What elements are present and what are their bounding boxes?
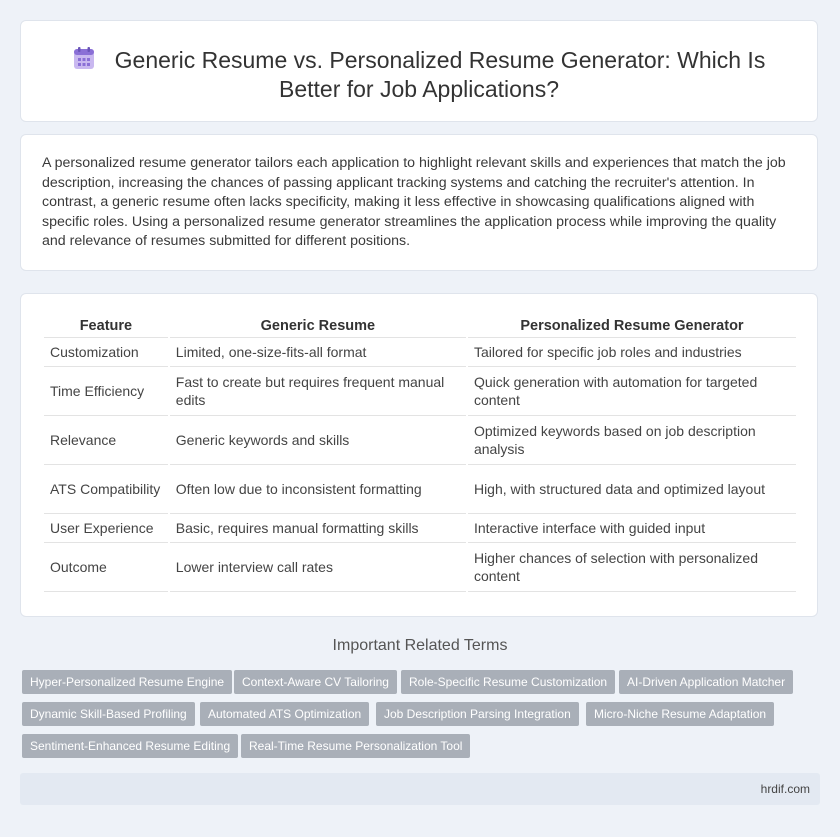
footer — [20, 773, 820, 805]
title-card — [20, 20, 818, 122]
related-terms-title: Important Related Terms — [332, 637, 508, 654]
generic-cell: Basic, requires manual formatting skills — [170, 514, 466, 543]
table-row — [44, 416, 796, 465]
header-generic: Generic Resume — [170, 314, 466, 338]
related-term-tag[interactable]: Sentiment-Enhanced Resume Editing — [22, 734, 238, 758]
feature-cell: Customization — [44, 338, 168, 367]
related-term-tag[interactable]: Context-Aware CV Tailoring — [234, 670, 397, 694]
personalized-cell: Tailored for specific job roles and industries — [468, 338, 796, 367]
personalized-cell: Interactive interface with guided input — [468, 514, 796, 543]
feature-cell: ATS Compatibility — [44, 465, 168, 514]
page-title — [21, 46, 817, 104]
header-feature: Feature — [44, 314, 168, 338]
footer-site[interactable]: hrdif.com — [760, 782, 810, 796]
generic-cell: Lower interview call rates — [170, 543, 466, 592]
personalized-cell: High, with structured data and optimized layout — [468, 465, 796, 514]
table-row — [44, 338, 796, 367]
feature-cell: Outcome — [44, 543, 168, 592]
table-row — [44, 514, 796, 543]
comparison-table — [42, 314, 798, 592]
related-term-tag[interactable]: Hyper-Personalized Resume Engine — [22, 670, 232, 694]
comparison-card — [20, 293, 818, 617]
related-term-tag[interactable]: Automated ATS Optimization — [200, 702, 369, 726]
table-row — [44, 465, 796, 514]
generic-cell: Fast to create but requires frequent manual edits — [170, 367, 466, 416]
intro-card — [20, 134, 818, 271]
table-row — [44, 543, 796, 592]
personalized-cell: Optimized keywords based on job description analysis — [468, 416, 796, 465]
feature-cell: User Experience — [44, 514, 168, 543]
related-term-tag[interactable]: Real-Time Resume Personalization Tool — [241, 734, 470, 758]
generic-cell: Limited, one-size-fits-all format — [170, 338, 466, 367]
personalized-cell: Quick generation with automation for targeted content — [468, 367, 796, 416]
header-personalized: Personalized Resume Generator — [468, 314, 796, 338]
related-term-tag[interactable]: Job Description Parsing Integration — [376, 702, 579, 726]
document-icon — [73, 46, 95, 70]
related-term-tag[interactable]: Dynamic Skill-Based Profiling — [22, 702, 195, 726]
feature-cell: Relevance — [44, 416, 168, 465]
table-row — [44, 367, 796, 416]
related-term-tag[interactable]: Role-Specific Resume Customization — [401, 670, 615, 694]
related-term-tag[interactable]: AI-Driven Application Matcher — [619, 670, 793, 694]
related-term-tag[interactable]: Micro-Niche Resume Adaptation — [586, 702, 774, 726]
table-header-row — [44, 314, 796, 338]
feature-cell: Time Efficiency — [44, 367, 168, 416]
personalized-cell: Higher chances of selection with personalized content — [468, 543, 796, 592]
page-title-text: Generic Resume vs. Personalized Resume Generator: Which Is Better for Job Applications? — [114, 47, 766, 102]
intro-paragraph: A personalized resume generator tailors each application to highlight relevant skills and experiences that match the job description, increasing the chances of passing applicant tracking systems and catching the recruiter's attention. In contrast, a generic resume often lacks specificity, making it less effective in showcasing qualifications aligned with specific roles. Using a personalized resume generator streamlines the application process while improving the quality and relevance of resumes submitted for different positions. — [42, 155, 786, 250]
generic-cell: Often low due to inconsistent formatting — [170, 465, 466, 514]
generic-cell: Generic keywords and skills — [170, 416, 466, 465]
